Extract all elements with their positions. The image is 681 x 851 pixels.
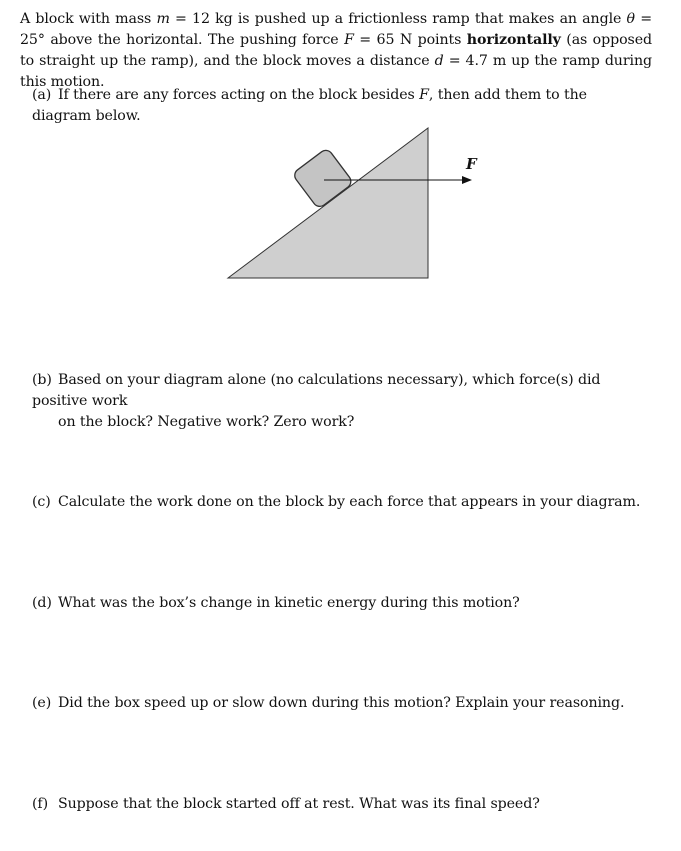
part-a-label: (a) [32, 87, 52, 103]
part-d-text: What was the box’s change in kinetic energy during this motion? [58, 595, 520, 611]
part-e-label: (e) [32, 695, 52, 711]
part-a-force-variable: F [419, 87, 429, 103]
force-label: F [466, 155, 477, 173]
distance-value: = 4.7 m [443, 53, 507, 69]
intro-text: points [412, 32, 467, 48]
part-b [32, 370, 650, 433]
part-c-label: (c) [32, 494, 51, 510]
mass-value: = 12 kg [169, 11, 233, 27]
part-b-label: (b) [32, 372, 52, 388]
part-e-text: Did the box speed up or slow down during this motion? Explain your reasoning. [58, 695, 625, 711]
part-c [32, 492, 650, 513]
intro-text: A block with mass [20, 11, 157, 27]
part-d-label: (d) [32, 595, 52, 611]
problem-statement [20, 9, 652, 93]
part-f-text: Suppose that the block started off at rest. What was its final speed? [58, 796, 540, 812]
part-a-text: If there are any forces acting on the block besides [58, 87, 420, 103]
mass-variable: m [156, 11, 170, 27]
part-d [32, 593, 650, 614]
part-b-text: Based on your diagram alone (no calculations necessary), which force(s) did positive work [32, 372, 601, 409]
angle-value: = 25° [20, 11, 652, 48]
distance-variable: d [434, 53, 444, 69]
intro-text: above the horizontal. The pushing force [44, 32, 345, 48]
force-value: = 65 N [353, 32, 413, 48]
angle-variable: θ [626, 11, 635, 27]
part-a-text: , then add them to the diagram below. [32, 87, 587, 124]
ramp-diagram [220, 120, 490, 290]
part-f [32, 794, 650, 815]
part-f-label: (f) [32, 796, 49, 812]
part-b-text-continued: on the block? Negative work? Zero work? [58, 414, 355, 430]
force-arrowhead [462, 176, 472, 184]
force-variable: F [344, 32, 354, 48]
emphasis-horizontally: horizontally [466, 32, 561, 48]
intro-text: up the ramp during this motion. [20, 53, 652, 90]
intro-text: is pushed up a frictionless ramp that makes an angle [232, 11, 627, 27]
part-c-text: Calculate the work done on the block by each force that appears in your diagram. [58, 494, 641, 510]
intro-text: (as opposed to straight up the ramp), and the block moves a distance [20, 32, 652, 69]
part-e [32, 693, 650, 714]
